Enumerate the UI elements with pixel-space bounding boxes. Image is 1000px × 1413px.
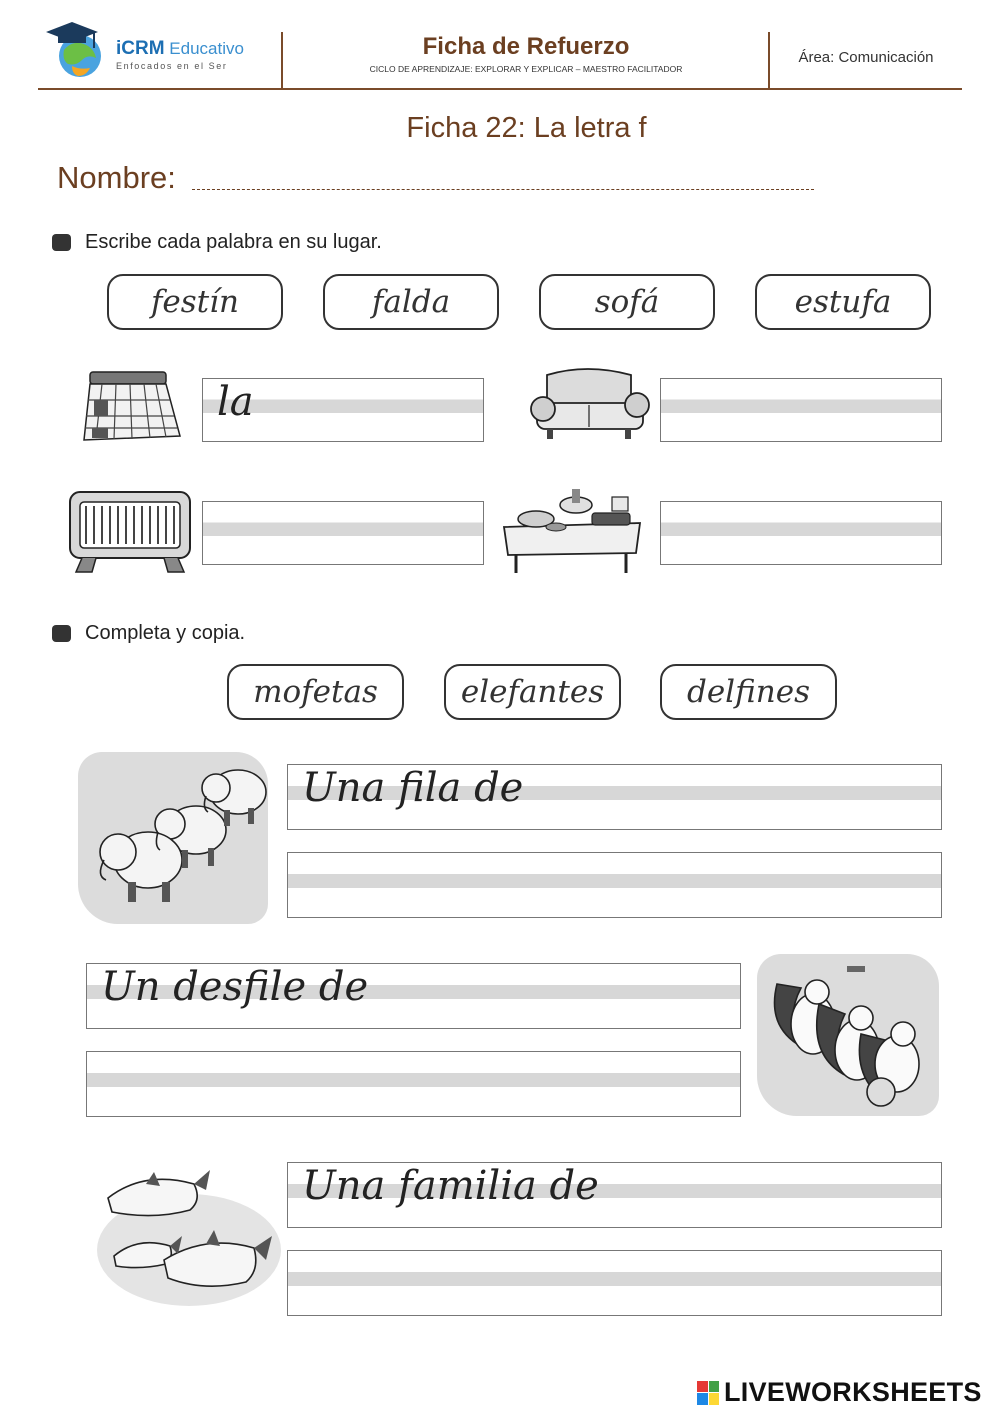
word-card-estufa[interactable] (755, 274, 931, 330)
write-line-skirt[interactable] (202, 378, 484, 442)
name-label: Nombre: (57, 160, 176, 195)
copy-line-dolphins[interactable] (287, 1250, 942, 1316)
section1-instruction-text: Escribe cada palabra en su lugar. (85, 231, 382, 253)
logo-brand-rest: Educativo (164, 39, 244, 58)
word-card-label: estufa (794, 284, 892, 320)
word-card-label: mofetas (253, 674, 378, 710)
word-card-festin[interactable] (107, 274, 283, 330)
skunks-image (757, 954, 939, 1116)
liveworksheets-badge (697, 1377, 982, 1408)
banquet-table-image (500, 483, 645, 575)
logo-brand: iCRM (116, 38, 165, 59)
logo-emblem-icon (42, 18, 112, 82)
heater-image (66, 488, 194, 578)
liveworksheets-logo-icon (697, 1381, 719, 1405)
phrase-text: Una familia de (302, 1163, 599, 1209)
logo-tagline: Enfocados en el Ser (116, 61, 228, 71)
word-card-delfines[interactable] (660, 664, 837, 720)
document-subtitle: CICLO DE APRENDIZAJE: EXPLORAR Y EXPLICAR – MAESTRO FACILITADOR (369, 64, 683, 74)
header-rule (38, 88, 962, 90)
copy-line-elephants[interactable] (287, 852, 942, 918)
logo (42, 18, 112, 82)
section2-instruction (52, 622, 245, 645)
logo-text (116, 38, 244, 71)
copy-line-skunks[interactable] (86, 1051, 741, 1117)
logo-tile (709, 1381, 720, 1393)
logo-tile (697, 1381, 708, 1393)
logo-tile (709, 1393, 720, 1405)
section2-instruction-text: Completa y copia. (85, 622, 246, 644)
word-card-label: sofá (594, 284, 660, 320)
logo-tile (697, 1393, 708, 1405)
write-line-banquet[interactable] (660, 501, 942, 565)
name-field[interactable] (192, 189, 814, 190)
header-divider (281, 32, 283, 88)
write-line-heater[interactable] (202, 501, 484, 565)
skirt-image (80, 370, 185, 450)
sofa-image (527, 365, 652, 445)
phrase-text: Una fila de (302, 765, 524, 811)
word-card-label: falda (371, 284, 451, 320)
word-card-sofa[interactable] (539, 274, 715, 330)
phrase-text: Un desfile de (101, 964, 369, 1010)
dolphins-image (94, 1160, 284, 1310)
write-line-skunks[interactable] (86, 963, 741, 1029)
write-line-sofa[interactable] (660, 378, 942, 442)
elephants-image (78, 752, 268, 924)
word-card-mofetas[interactable] (227, 664, 404, 720)
section1-instruction (52, 231, 382, 254)
word-card-elefantes[interactable] (444, 664, 621, 720)
worksheet-title: Ficha 22: La letra f (406, 112, 647, 144)
word-card-label: elefantes (460, 674, 605, 710)
word-card-label: festín (150, 284, 240, 320)
liveworksheets-brand: LIVEWORKSHEETS (724, 1377, 982, 1407)
bullet-icon (52, 234, 71, 251)
document-title: Ficha de Refuerzo (422, 33, 630, 60)
write-line-dolphins[interactable] (287, 1162, 942, 1228)
bullet-icon (52, 625, 71, 642)
prefilled-text: la (217, 379, 254, 425)
area-label: Área: Comunicación (798, 49, 934, 66)
word-card-label: delfines (686, 674, 810, 710)
write-line-elephants[interactable] (287, 764, 942, 830)
word-card-falda[interactable] (323, 274, 499, 330)
